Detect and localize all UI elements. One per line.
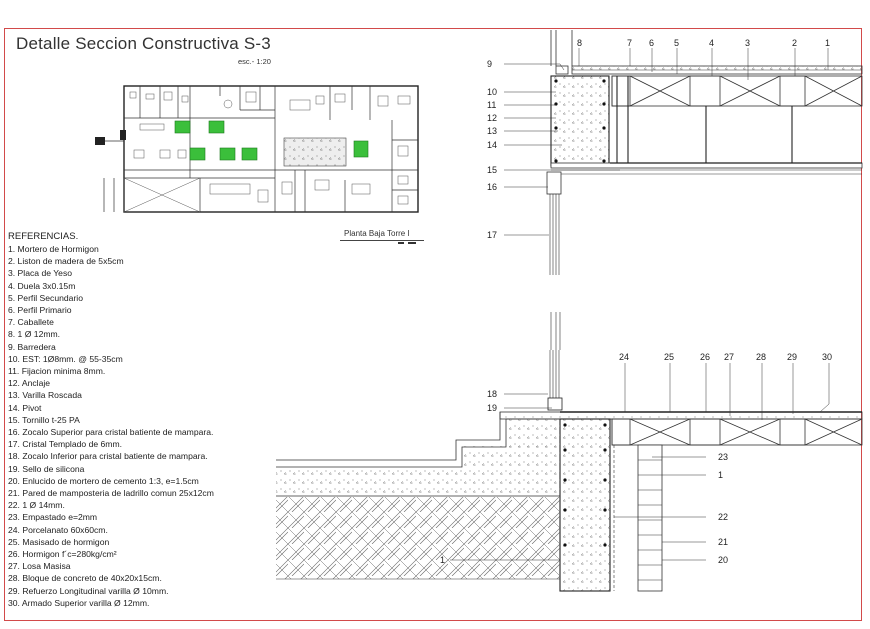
- scale-note: esc.- 1:20: [238, 57, 271, 66]
- callout-upper-top-4: 4: [709, 38, 715, 48]
- callout-lower-right-1: 1: [718, 470, 724, 480]
- sheet-title: Detalle Seccion Constructiva S-3: [16, 34, 271, 53]
- reference-item: 12. Anclaje: [8, 378, 51, 389]
- reference-item: 6. Perfil Primario: [8, 305, 72, 316]
- reference-item: 14. Pivot: [8, 402, 42, 413]
- reference-item: 4. Duela 3x0.15m: [8, 280, 76, 291]
- reference-item: 11. Fijacion minima 8mm.: [8, 366, 106, 377]
- callout-upper-left-10: 10: [487, 87, 498, 97]
- callout-upper-left-16: 16: [487, 182, 498, 192]
- references-heading: REFERENCIAS.: [8, 231, 79, 242]
- callout-upper-top-6: 6: [649, 38, 655, 48]
- callout-upper-left-15: 15: [487, 165, 498, 175]
- callout-lower-top-28: 28: [756, 352, 767, 362]
- callout-upper-top-5: 5: [674, 38, 680, 48]
- reference-item: 2. Liston de madera de 5x5cm: [8, 256, 124, 267]
- callout-lower-bottom-left-1: 1: [440, 555, 446, 565]
- callout-lower-top-26: 26: [700, 352, 711, 362]
- lower-section-detail: [276, 350, 862, 591]
- reference-item: 10. EST: 1Ø8mm. @ 55-35cm: [8, 353, 123, 364]
- callout-upper-top-3: 3: [745, 38, 751, 48]
- reference-item: 9. Barredera: [8, 341, 56, 352]
- reference-item: 16. Zocalo Superior para cristal batiente de mampara.: [8, 427, 214, 438]
- reference-item: 22. 1 Ø 14mm.: [8, 500, 65, 511]
- reference-item: 8. 1 Ø 12mm.: [8, 329, 61, 340]
- plan-caption: Planta Baja Torre I: [344, 229, 410, 238]
- plan-caption-underline: [340, 240, 424, 241]
- reference-item: 23. Empastado e=2mm: [8, 512, 98, 523]
- callout-upper-top-2: 2: [792, 38, 798, 48]
- callout-lower-right-21: 21: [718, 537, 729, 547]
- callout-upper-left-13: 13: [487, 126, 498, 136]
- callout-lower-top-30: 30: [822, 352, 833, 362]
- reference-item: 28. Bloque de concreto de 40x20x15cm.: [8, 573, 162, 584]
- reference-item: 5. Perfil Secundario: [8, 292, 83, 303]
- callout-lower-top-29: 29: [787, 352, 798, 362]
- reference-item: 20. Enlucido de mortero de cemento 1:3, e=1.5cm: [8, 475, 199, 486]
- reference-item: 26. Hormigon f´c=280kg/cm²: [8, 549, 117, 560]
- reference-item: 25. Masisado de hormigon: [8, 536, 110, 547]
- reference-item: 21. Pared de mamposteria de ladrillo comun 25x12cm: [8, 488, 214, 499]
- upper-section-detail: [504, 30, 862, 275]
- reference-item: 3. Placa de Yeso: [8, 268, 73, 279]
- callout-upper-left-12: 12: [487, 113, 498, 123]
- callout-lower-left-19: 19: [487, 403, 498, 413]
- callout-lower-top-27: 27: [724, 352, 735, 362]
- callout-lower-right-22: 22: [718, 512, 729, 522]
- callout-lower-left-18: 18: [487, 389, 498, 399]
- reference-item: 1. Mortero de Hormigon: [8, 244, 99, 254]
- callout-upper-top-7: 7: [627, 38, 633, 48]
- reference-item: 18. Zocalo Inferior para cristal batiente de mampara.: [8, 451, 208, 462]
- callout-upper-left-17: 17: [487, 230, 498, 240]
- callout-lower-right-23: 23: [718, 452, 729, 462]
- callout-upper-top-1: 1: [825, 38, 831, 48]
- callout-upper-left-9: 9: [487, 59, 493, 69]
- references-list: [8, 243, 214, 609]
- reference-item: 27. Losa Masisa: [8, 561, 71, 572]
- callout-upper-top-8: 8: [577, 38, 583, 48]
- callout-lower-top-24: 24: [619, 352, 630, 362]
- callout-lower-right-20: 20: [718, 555, 729, 565]
- reference-item: 19. Sello de silicona: [8, 463, 85, 474]
- callout-upper-left-14: 14: [487, 140, 498, 150]
- reference-item: 29. Refuerzo Longitudinal varilla Ø 10mm.: [8, 585, 169, 596]
- reference-item: 15. Tornillo t-25 PA: [8, 414, 80, 425]
- callout-upper-left-11: 11: [487, 100, 497, 110]
- reference-item: 13. Varilla Roscada: [8, 390, 82, 401]
- reference-item: 17. Cristal Templado de 6mm.: [8, 439, 122, 450]
- reference-item: 7. Caballete: [8, 317, 54, 328]
- floor-plan: [95, 86, 418, 244]
- reference-item: 24. Porcelanato 60x60cm.: [8, 524, 108, 535]
- reference-item: 30. Armado Superior varilla Ø 12mm.: [8, 597, 150, 608]
- callout-lower-top-25: 25: [664, 352, 675, 362]
